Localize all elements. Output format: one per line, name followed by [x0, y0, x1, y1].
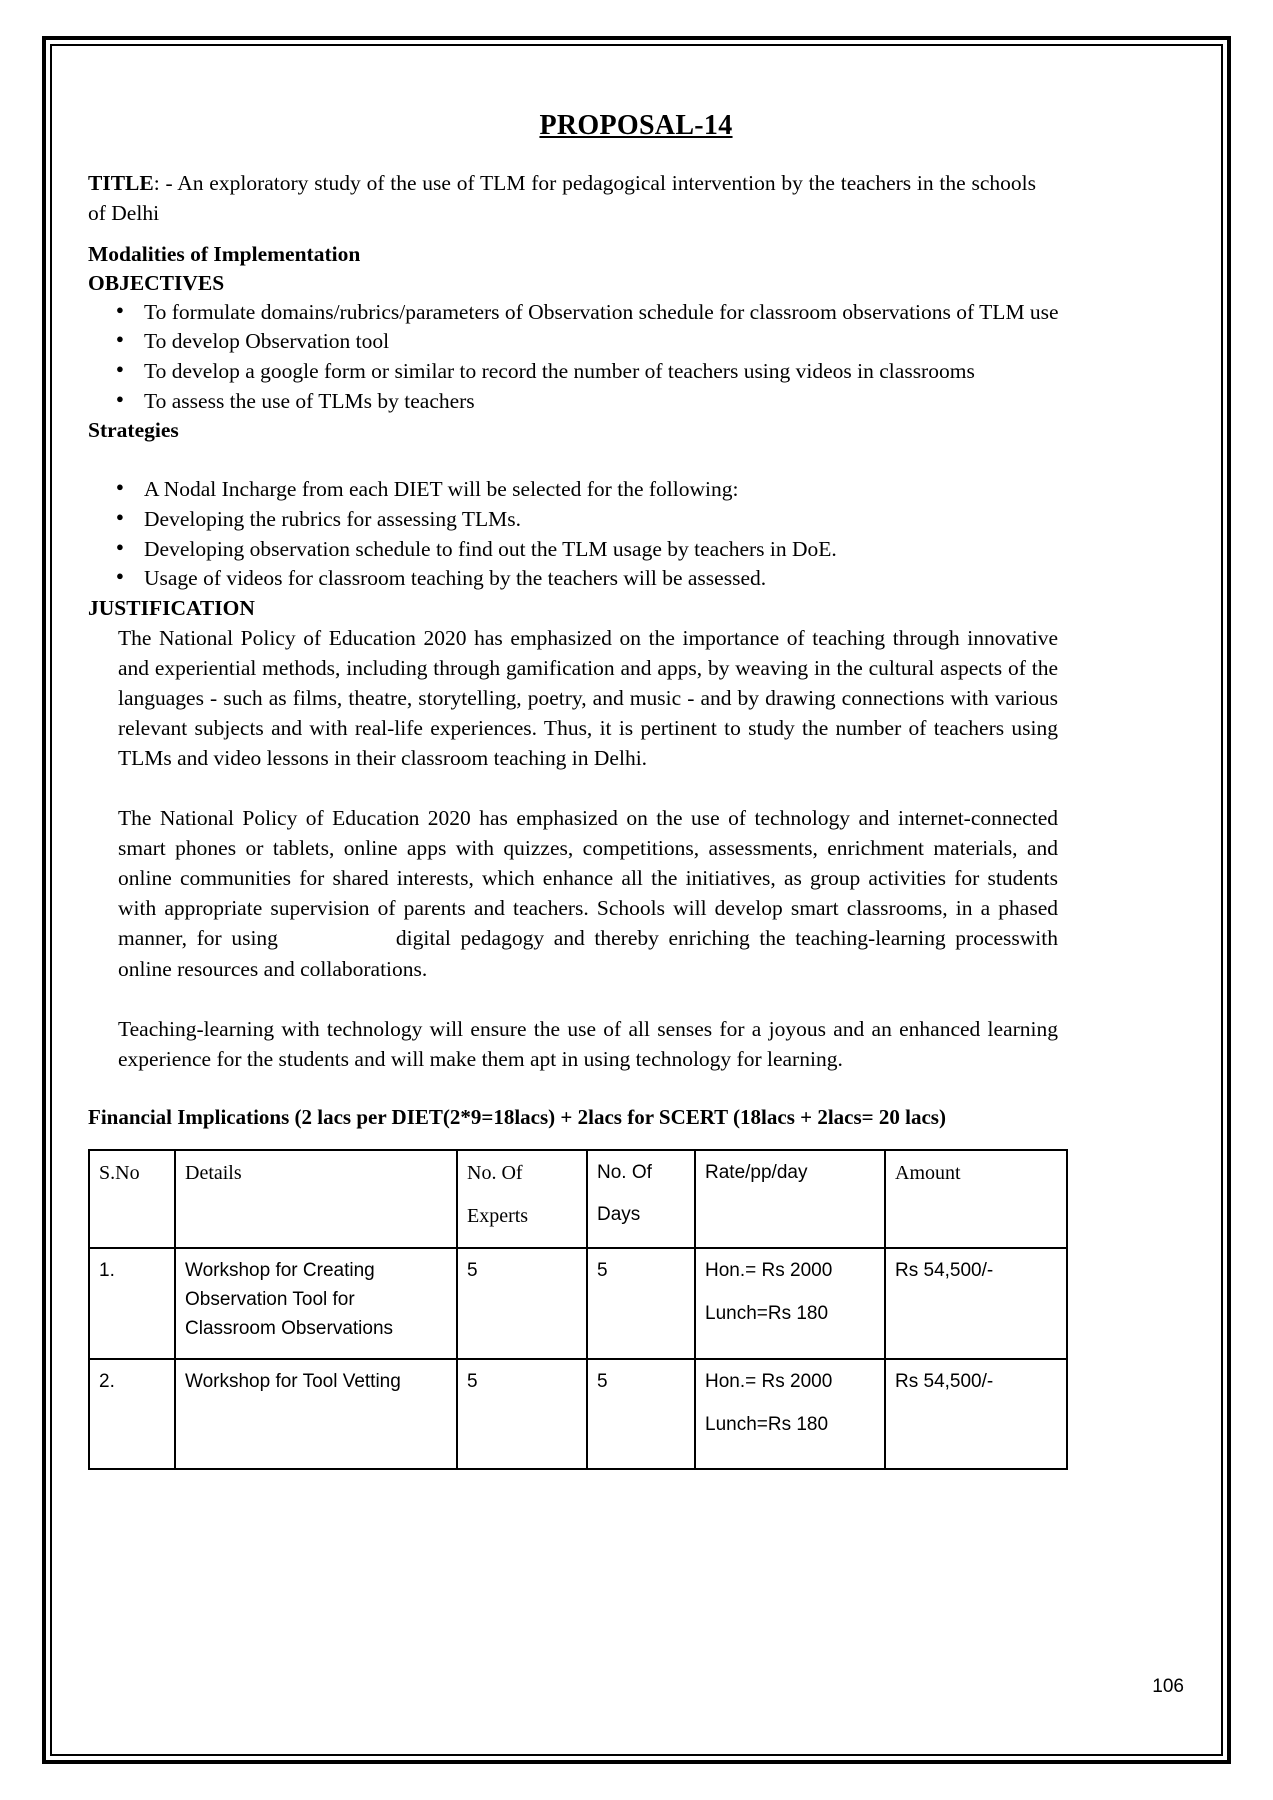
cell-rate	[695, 1248, 885, 1359]
cell-sno: 2.	[89, 1359, 175, 1469]
blank-line	[88, 773, 1184, 803]
column-header-experts	[457, 1150, 587, 1248]
page-title: PROPOSAL-14	[539, 110, 733, 141]
table-header-row	[89, 1150, 1067, 1248]
justification-paragraph-1: The National Policy of Education 2020 has emphasized on the importance of teaching through innovative and experiential methods, including through gamification and apps, by weaving in the cultural aspects of the languages - such as films, theatre, storytelling, poetry, and music - and by drawing connections with various relevant subjects and with real-life experiences. Thus, it is pertinent to study the number of teachers using TLMs and video lessons in their classroom teaching in Delhi.	[118, 625, 1058, 770]
justification-paragraph-2	[88, 803, 1058, 984]
cell-rate-honorarium: Hon.= Rs 2000	[705, 1370, 833, 1392]
table-row	[89, 1248, 1067, 1359]
blank-line	[88, 1074, 1184, 1104]
column-header-amount: Amount	[885, 1150, 1067, 1248]
modalities-heading: Modalities of Implementation	[88, 242, 361, 267]
title-label: TITLE	[88, 171, 154, 195]
cell-experts: 5	[457, 1359, 587, 1469]
cell-sno: 1.	[89, 1248, 175, 1359]
cell-days: 5	[587, 1248, 695, 1359]
financial-implications-heading: Financial Implications (2 lacs per DIET(2*9=18lacs) + 2lacs for SCERT (18lacs + 2lacs= 20 lacs)	[88, 1104, 946, 1129]
column-header-sno: S.No	[89, 1150, 175, 1248]
blank-line	[88, 445, 1184, 475]
column-header-days-line2: Days	[597, 1203, 641, 1225]
cell-amount: Rs 54,500/-	[885, 1359, 1067, 1469]
list-item: ● Developing the rubrics for assessing TLMs.	[88, 505, 1136, 535]
paragraph-part-b: digital pedagogy and thereby enriching the teaching-learning processwith online resources and collaborations.	[118, 926, 1058, 981]
column-header-details: Details	[175, 1150, 457, 1248]
blank-line	[88, 984, 1184, 1014]
table-row	[89, 1359, 1067, 1469]
column-header-experts-line1: No. Of	[467, 1162, 523, 1185]
objectives-list	[88, 298, 1184, 417]
strategies-heading: Strategies	[88, 418, 179, 443]
list-item: ● A Nodal Incharge from each DIET will be selected for the following:	[88, 475, 1136, 505]
cell-rate-lunch: Lunch=Rs 180	[705, 1303, 829, 1325]
justification-paragraph-3: Teaching-learning with technology will ensure the use of all senses for a joyous and an enhanced learning experience for the students and will make them apt in using technology for learning.	[118, 1016, 1058, 1071]
column-header-experts-line2: Experts	[467, 1205, 529, 1228]
financial-table	[88, 1149, 1068, 1470]
title-text: : - An exploratory study of the use of TLM for pedagogical intervention by the teachers in the schools of Delhi	[88, 171, 1036, 226]
list-item: ● To formulate domains/rubrics/parameters of Observation schedule for classroom observations of TLM use	[88, 298, 1136, 328]
cell-rate-lunch: Lunch=Rs 180	[705, 1413, 829, 1435]
list-item: ● Usage of videos for classroom teaching by the teachers will be assessed.	[88, 564, 1136, 594]
column-header-rate: Rate/pp/day	[695, 1150, 885, 1248]
paragraph-part-a: The National Policy of Education 2020 has emphasized on the use of technology and internet-connected smart phones or tablets, online apps with quizzes, competitions, assessments, enrichment materials, and online communities for shared interests, which enhance all the initiatives, as group activities for students with appropriate supervision of parents and teachers. Schools will develop smart classrooms, in a phased manner, for using	[118, 806, 1058, 951]
list-item: ● Developing observation schedule to find out the TLM usage by teachers in DoE.	[88, 535, 1136, 565]
justification-heading: JUSTIFICATION	[88, 595, 255, 620]
page-number: 106	[1152, 1676, 1184, 1697]
list-item: ● To develop Observation tool	[88, 327, 1136, 357]
cell-experts: 5	[457, 1248, 587, 1359]
objectives-heading: OBJECTIVES	[88, 270, 225, 295]
document-body	[88, 110, 1184, 1740]
study-title-line	[88, 168, 1036, 228]
column-header-days	[587, 1150, 695, 1248]
column-header-days-line1: No. Of	[597, 1162, 652, 1184]
cell-details: Workshop for Tool Vetting	[175, 1359, 457, 1469]
cell-rate-honorarium: Hon.= Rs 2000	[705, 1260, 833, 1282]
cell-rate	[695, 1359, 885, 1469]
cell-details: Workshop for Creating Observation Tool for Classroom Observations	[175, 1248, 457, 1359]
cell-amount: Rs 54,500/-	[885, 1248, 1067, 1359]
list-item: ● To assess the use of TLMs by teachers	[88, 387, 1136, 417]
list-item: ● To develop a google form or similar to record the number of teachers using videos in classrooms	[88, 357, 1136, 387]
strategies-list	[88, 475, 1184, 594]
cell-days: 5	[587, 1359, 695, 1469]
